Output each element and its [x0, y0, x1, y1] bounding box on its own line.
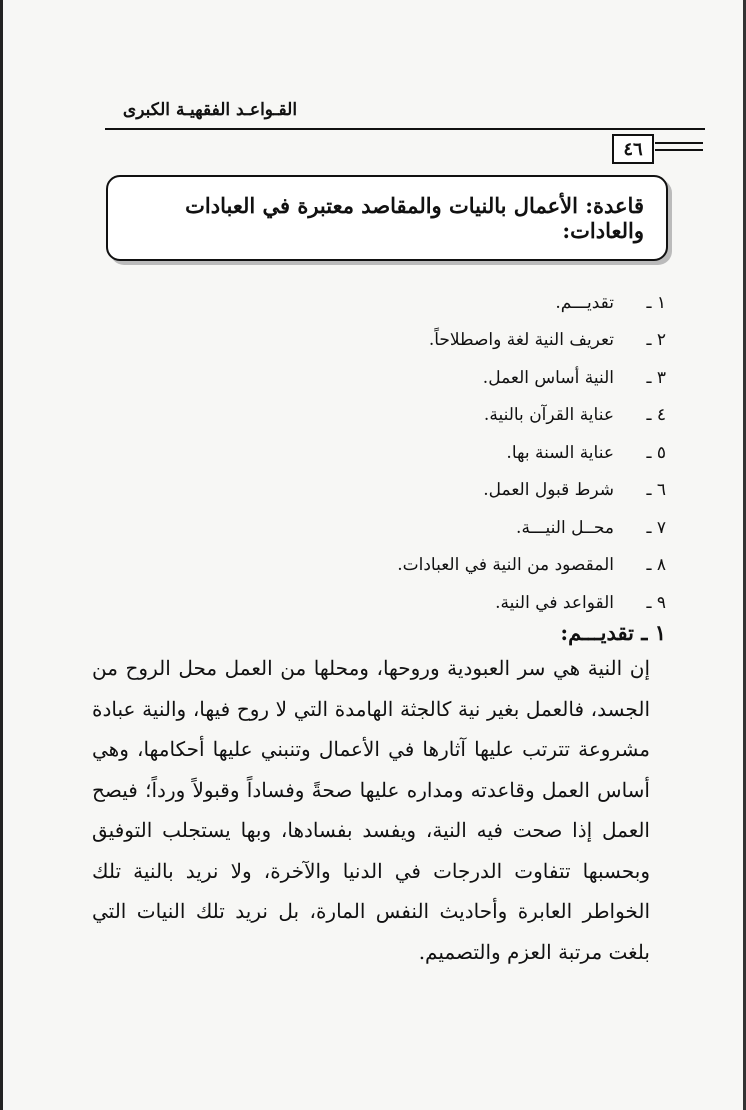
toc-item-number: ٣ ـ	[646, 367, 666, 388]
toc-item-label: القواعد في النية.	[495, 592, 614, 613]
toc-item	[286, 322, 666, 360]
page-number-rule	[655, 149, 703, 151]
body-paragraph: إن النية هي سر العبودية وروحها، ومحلها من العمل محل الروح من الجسد، فالعمل بغير نية كالجثة الهامدة التي لا روح فيها، والنية عبادة مشروعة تترتب عليها آثارها في الأعمال وتنبني عليها أحكامها، وهي أساس العمل وقاعدته ومداره عليها صحةً وفساداً وقبولاً ورداً؛ فيصح العمل إذا صحت فيه النية، ويفسد بفسادها، وبها يستجلب التوفيق وبحسبها تتفاوت الدرجات في الدنيا والآخرة، ولا نريد بالنية تلك الخواطر العابرة وأحاديث النفس المارة، بل نريد تلك النيات التي بلغت مرتبة العزم والتصميم.	[92, 656, 650, 964]
toc-item-number: ٨ ـ	[646, 555, 666, 576]
toc-item-label: شرط قبول العمل.	[483, 480, 614, 501]
toc-item	[286, 584, 666, 622]
page-edge-left	[0, 0, 3, 1110]
toc-item-label: عناية السنة بها.	[506, 442, 614, 463]
toc-item	[286, 509, 666, 547]
toc-item-label: المقصود من النية في العبادات.	[397, 555, 614, 576]
toc-item-number: ٤ ـ	[646, 405, 666, 426]
toc-item-label: عناية القرآن بالنية.	[483, 405, 614, 426]
toc-item	[286, 359, 666, 397]
rule-title-box	[106, 175, 668, 261]
toc-item-number: ٢ ـ	[646, 330, 666, 351]
toc-item-label: تعريف النية لغة واصطلاحاً.	[428, 330, 614, 351]
section-heading: ١ ـ تقديـــم:	[560, 620, 666, 645]
page-number: ٤٦	[612, 134, 654, 164]
header-rule	[105, 128, 705, 130]
page-number-rule	[655, 142, 703, 144]
toc-item-number: ٦ ـ	[646, 480, 666, 501]
toc-item-number: ٥ ـ	[646, 442, 666, 463]
running-title: القـواعـد الفقهيـة الكبرى	[122, 100, 298, 120]
toc-item-label: محــل النيـــة.	[516, 517, 614, 538]
toc-item	[286, 472, 666, 510]
toc-item-number: ١ ـ	[646, 292, 666, 313]
table-of-contents	[286, 284, 666, 622]
rule-title: قاعدة: الأعمال بالنيات والمقاصد معتبرة في العبادات والعادات:	[185, 193, 644, 243]
toc-item	[286, 434, 666, 472]
toc-item-label: النية أساس العمل.	[482, 367, 614, 388]
toc-item-label: تقديـــم.	[555, 292, 614, 313]
toc-item	[286, 397, 666, 435]
toc-item-number: ٩ ـ	[646, 592, 666, 613]
toc-item	[286, 284, 666, 322]
toc-item	[286, 547, 666, 585]
toc-item-number: ٧ ـ	[646, 517, 666, 538]
